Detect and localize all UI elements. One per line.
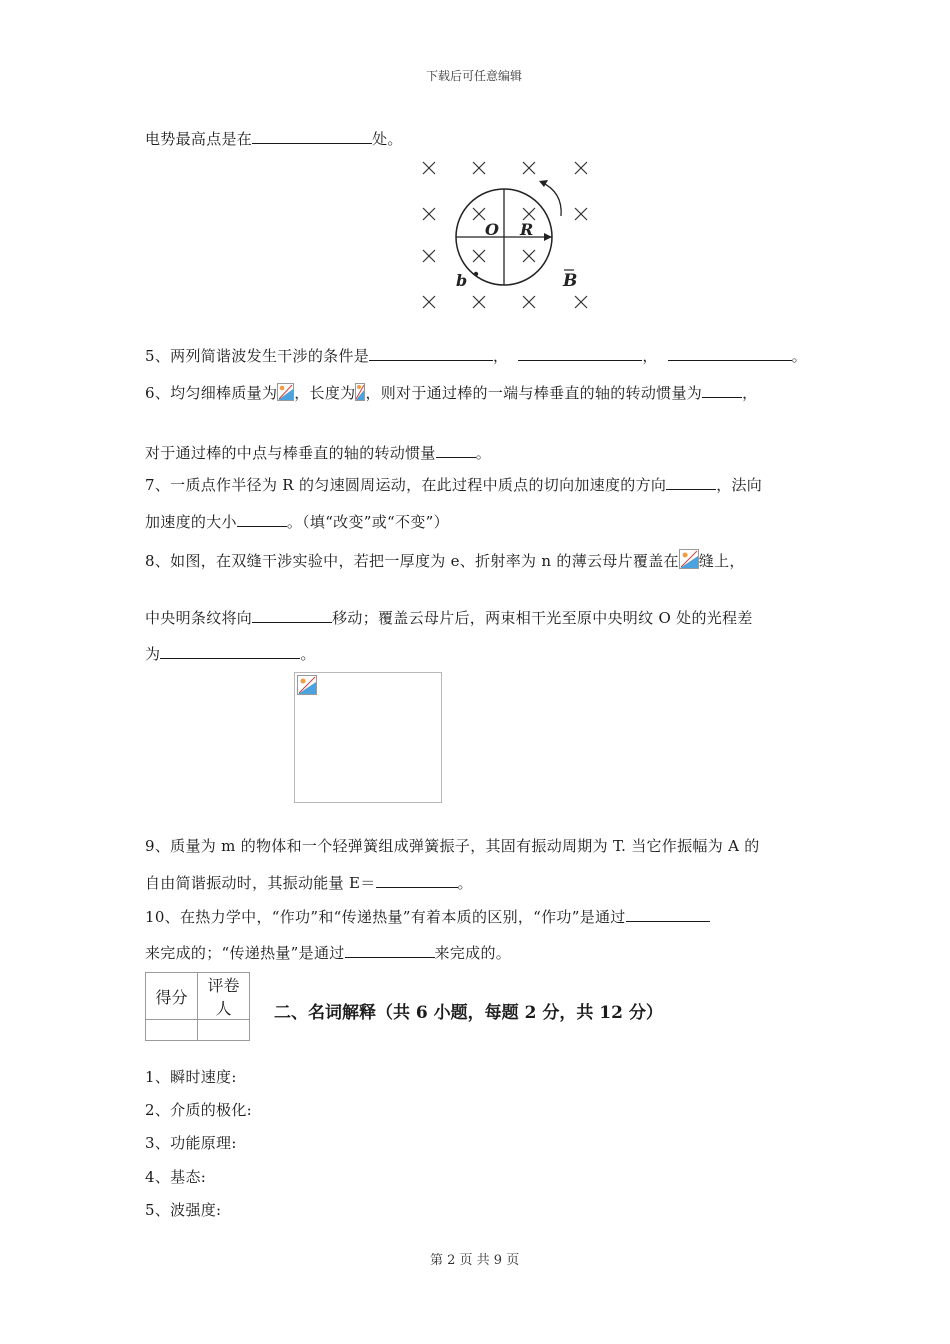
q5-blank-3[interactable] bbox=[668, 346, 792, 361]
field-cross bbox=[423, 162, 435, 174]
question-6-line1 bbox=[145, 382, 757, 403]
q6-line2: 对于通过棒的中点与棒垂直的轴的转动惯量 bbox=[145, 444, 436, 462]
q9-blank[interactable] bbox=[376, 873, 458, 888]
field-cross bbox=[473, 296, 485, 308]
grader-header: 评卷人 bbox=[198, 973, 250, 1020]
term-item: 1、瞬时速度: bbox=[145, 1068, 237, 1086]
field-cross bbox=[473, 162, 485, 174]
label-r: R bbox=[520, 220, 534, 239]
q10-line2-end: 来完成的。 bbox=[434, 944, 512, 962]
question-6-line2 bbox=[145, 442, 491, 463]
q6-part2: ，长度为 bbox=[294, 384, 356, 402]
broken-image-icon bbox=[679, 549, 699, 569]
q7-line1: 7、一质点作半径为 R 的匀速圆周运动，在此过程中质点的切向加速度的方向 bbox=[145, 476, 667, 494]
field-cross bbox=[523, 208, 535, 220]
grader-cell[interactable] bbox=[198, 1020, 250, 1041]
q8-line1-end: 缝上， bbox=[698, 552, 745, 570]
score-table bbox=[145, 972, 250, 1041]
q5-sep1: ， bbox=[493, 347, 509, 365]
field-cross bbox=[523, 162, 535, 174]
broken-image-icon bbox=[297, 675, 317, 695]
field-cross bbox=[423, 208, 435, 220]
score-header: 得分 bbox=[146, 973, 198, 1020]
q7-blank-2[interactable] bbox=[237, 512, 287, 527]
question-5 bbox=[145, 345, 807, 366]
magnetic-field-figure bbox=[415, 156, 600, 316]
q7-line2-end: 。（填“改变”或“不变”） bbox=[286, 513, 449, 531]
q6-part4: ， bbox=[742, 384, 758, 402]
q5-blank-1[interactable] bbox=[369, 346, 493, 361]
page-header: 下载后可任意编辑 bbox=[426, 69, 523, 83]
field-cross bbox=[473, 208, 485, 220]
double-slit-figure-placeholder bbox=[294, 672, 442, 803]
question-8-line2 bbox=[145, 607, 753, 628]
point-b-marker bbox=[474, 272, 478, 276]
q10-blank-2[interactable] bbox=[345, 943, 435, 958]
field-cross bbox=[575, 162, 587, 174]
q9-line2: 自由简谐振动时，其振动能量 E＝ bbox=[145, 874, 376, 892]
q5-blank-2[interactable] bbox=[518, 346, 642, 361]
q4-answer-blank[interactable] bbox=[252, 129, 372, 144]
question-9-line2 bbox=[145, 872, 473, 893]
term-item: 2、介质的极化: bbox=[145, 1101, 252, 1119]
q8-blank-2[interactable] bbox=[160, 644, 300, 659]
question-10-line1 bbox=[145, 906, 710, 927]
score-cell[interactable] bbox=[146, 1020, 198, 1041]
broken-image-icon bbox=[277, 383, 294, 401]
q4-suffix: 处。 bbox=[372, 130, 403, 148]
term-item: 3、功能原理: bbox=[145, 1134, 237, 1152]
q8-line2-end: 移动；覆盖云母片后，两束相干光至原中央明纹 O 处的光程差 bbox=[332, 609, 753, 627]
field-cross bbox=[575, 296, 587, 308]
term-item: 4、基态: bbox=[145, 1168, 207, 1186]
page-footer: 第 2 页 共 9 页 bbox=[430, 1253, 520, 1268]
q6-part1: 6、均匀细棒质量为 bbox=[145, 384, 278, 402]
q6-blank-1[interactable] bbox=[702, 383, 742, 398]
q7-line1-end: ，法向 bbox=[716, 476, 763, 494]
q8-blank-1[interactable] bbox=[252, 608, 332, 623]
q6-blank-2[interactable] bbox=[436, 443, 476, 458]
q8-line3-end: 。 bbox=[300, 645, 316, 663]
section-2-title: 二、名词解释（共 6 小题，每题 2 分，共 12 分） bbox=[274, 1003, 663, 1023]
radius-arrowhead bbox=[544, 233, 552, 241]
field-cross bbox=[423, 250, 435, 262]
term-item: 5、波强度: bbox=[145, 1201, 222, 1219]
label-field-b: B bbox=[563, 271, 578, 291]
field-cross bbox=[523, 296, 535, 308]
field-cross bbox=[473, 250, 485, 262]
field-cross bbox=[523, 250, 535, 262]
question-8-line3 bbox=[145, 643, 316, 664]
field-cross bbox=[575, 208, 587, 220]
q10-blank-1[interactable] bbox=[626, 907, 710, 922]
rotation-arrowhead bbox=[539, 180, 548, 187]
q9-line1: 9、质量为 m 的物体和一个轻弹簧组成弹簧振子，其固有振动周期为 T. 当它作振幅为 A 的 bbox=[145, 837, 760, 855]
q5-sep2: ， bbox=[642, 347, 658, 365]
question-8-line1 bbox=[145, 549, 745, 571]
q10-line2: 来完成的；“传递热量”是通过 bbox=[145, 944, 345, 962]
label-b: b bbox=[456, 271, 468, 290]
question-10-line2 bbox=[145, 942, 511, 963]
q6-line2-end: 。 bbox=[475, 444, 492, 462]
q4-prefix: 电势最高点是在 bbox=[145, 130, 253, 148]
q8-line2: 中央明条纹将向 bbox=[145, 609, 253, 627]
q7-line2: 加速度的大小 bbox=[145, 513, 237, 531]
question-7-line1 bbox=[145, 474, 762, 495]
q5-end: 。 bbox=[791, 347, 807, 365]
question-9-line1 bbox=[145, 835, 760, 856]
q9-line2-end: 。 bbox=[457, 874, 473, 892]
q5-text: 5、两列简谐波发生干涉的条件是 bbox=[145, 347, 370, 365]
field-cross bbox=[423, 296, 435, 308]
question-4-tail bbox=[145, 128, 403, 149]
q6-part3: ，则对于通过棒的一端与棒垂直的轴的转动惯量为 bbox=[365, 384, 703, 402]
q8-line3: 为 bbox=[145, 645, 161, 663]
q8-line1: 8、如图，在双缝干涉实验中，若把一厚度为 e、折射率为 n 的薄云母片覆盖在 bbox=[145, 552, 679, 570]
question-7-line2 bbox=[145, 511, 449, 532]
label-o: O bbox=[485, 220, 499, 239]
q10-line1: 10、在热力学中，“作功”和“传递热量”有着本质的区别，“作功”是通过 bbox=[145, 908, 626, 926]
q7-blank-1[interactable] bbox=[666, 475, 716, 490]
broken-image-icon bbox=[355, 383, 365, 401]
